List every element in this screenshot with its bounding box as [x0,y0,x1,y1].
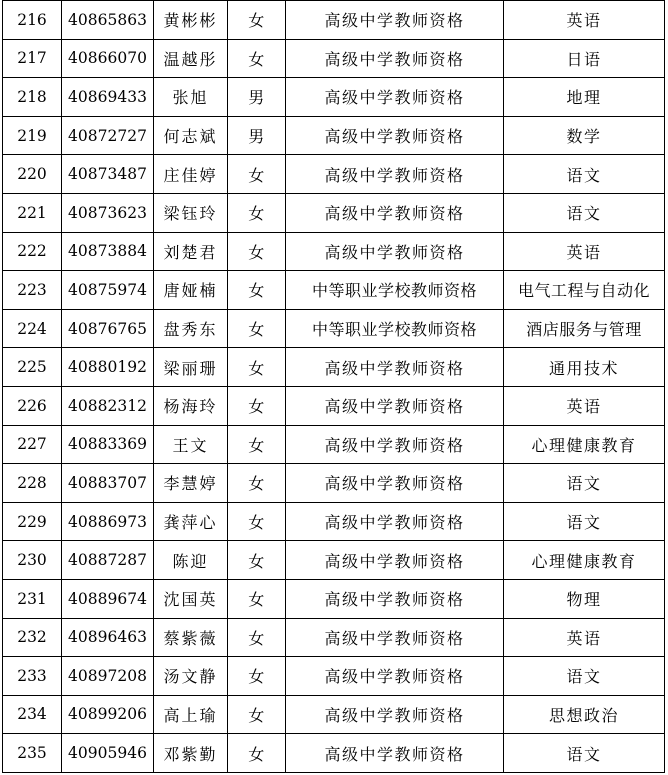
name-cell: 张旭 [154,78,228,117]
name-cell: 龚萍心 [154,502,228,541]
subject-cell: 语文 [504,502,665,541]
gender-cell: 女 [228,155,286,194]
row-number-cell: 229 [3,502,62,541]
table-row [3,116,665,155]
id-number-cell: 40875974 [62,271,154,310]
gender-cell: 女 [228,1,286,40]
subject-cell: 语文 [504,155,665,194]
name-cell: 邓紫勤 [154,734,228,773]
subject-cell: 语文 [504,734,665,773]
row-number-cell: 216 [3,1,62,40]
row-number-cell: 235 [3,734,62,773]
id-number-cell: 40887287 [62,541,154,580]
qualification-cell: 高级中学教师资格 [286,734,504,773]
row-number-cell: 233 [3,657,62,696]
table-row [3,348,665,387]
subject-cell: 通用技术 [504,348,665,387]
qualification-cell: 高级中学教师资格 [286,541,504,580]
name-cell: 盘秀东 [154,309,228,348]
row-number-cell: 224 [3,309,62,348]
qualification-cell: 高级中学教师资格 [286,348,504,387]
table-row [3,155,665,194]
table-body [3,1,665,773]
qualification-cell: 高级中学教师资格 [286,232,504,271]
gender-cell: 女 [228,657,286,696]
id-number-cell: 40889674 [62,579,154,618]
subject-cell: 英语 [504,1,665,40]
table-row [3,425,665,464]
row-number-cell: 231 [3,579,62,618]
name-cell: 唐娅楠 [154,271,228,310]
teacher-qualification-table [2,0,665,773]
name-cell: 高上瑜 [154,695,228,734]
row-number-cell: 221 [3,193,62,232]
gender-cell: 女 [228,502,286,541]
qualification-cell: 高级中学教师资格 [286,193,504,232]
row-number-cell: 226 [3,386,62,425]
name-cell: 杨海玲 [154,386,228,425]
row-number-cell: 220 [3,155,62,194]
subject-cell: 英语 [504,386,665,425]
table-row [3,502,665,541]
id-number-cell: 40873884 [62,232,154,271]
table-row [3,39,665,78]
gender-cell: 女 [228,193,286,232]
row-number-cell: 225 [3,348,62,387]
table-row [3,309,665,348]
table-row [3,386,665,425]
subject-cell: 语文 [504,193,665,232]
gender-cell: 女 [228,618,286,657]
id-number-cell: 40872727 [62,116,154,155]
table-row [3,657,665,696]
subject-cell: 语文 [504,464,665,503]
name-cell: 何志斌 [154,116,228,155]
id-number-cell: 40883369 [62,425,154,464]
gender-cell: 女 [228,271,286,310]
id-number-cell: 40865863 [62,1,154,40]
table-row [3,579,665,618]
subject-cell: 英语 [504,618,665,657]
gender-cell: 男 [228,116,286,155]
id-number-cell: 40869433 [62,78,154,117]
name-cell: 陈迎 [154,541,228,580]
row-number-cell: 223 [3,271,62,310]
id-number-cell: 40880192 [62,348,154,387]
subject-cell: 心理健康教育 [504,541,665,580]
qualification-cell: 高级中学教师资格 [286,657,504,696]
id-number-cell: 40886973 [62,502,154,541]
table-row [3,232,665,271]
subject-cell: 语文 [504,657,665,696]
name-cell: 李慧婷 [154,464,228,503]
id-number-cell: 40873487 [62,155,154,194]
id-number-cell: 40873623 [62,193,154,232]
gender-cell: 女 [228,232,286,271]
table-row [3,271,665,310]
gender-cell: 女 [228,541,286,580]
qualification-cell: 中等职业学校教师资格 [286,271,504,310]
qualification-cell: 高级中学教师资格 [286,618,504,657]
row-number-cell: 230 [3,541,62,580]
id-number-cell: 40876765 [62,309,154,348]
qualification-cell: 中等职业学校教师资格 [286,309,504,348]
document-page [2,0,664,773]
row-number-cell: 218 [3,78,62,117]
name-cell: 温越彤 [154,39,228,78]
gender-cell: 女 [228,695,286,734]
subject-cell: 物理 [504,579,665,618]
gender-cell: 女 [228,386,286,425]
qualification-cell: 高级中学教师资格 [286,425,504,464]
qualification-cell: 高级中学教师资格 [286,78,504,117]
gender-cell: 女 [228,348,286,387]
gender-cell: 女 [228,309,286,348]
qualification-cell: 高级中学教师资格 [286,386,504,425]
qualification-cell: 高级中学教师资格 [286,1,504,40]
id-number-cell: 40896463 [62,618,154,657]
table-row [3,695,665,734]
table-row [3,1,665,40]
table-row [3,541,665,580]
name-cell: 蔡紫薇 [154,618,228,657]
id-number-cell: 40897208 [62,657,154,696]
gender-cell: 女 [228,579,286,618]
gender-cell: 男 [228,78,286,117]
row-number-cell: 219 [3,116,62,155]
name-cell: 庄佳婷 [154,155,228,194]
subject-cell: 酒店服务与管理 [504,309,665,348]
table-row [3,734,665,773]
id-number-cell: 40882312 [62,386,154,425]
name-cell: 黄彬彬 [154,1,228,40]
gender-cell: 女 [228,464,286,503]
qualification-cell: 高级中学教师资格 [286,579,504,618]
row-number-cell: 228 [3,464,62,503]
name-cell: 梁钰玲 [154,193,228,232]
subject-cell: 电气工程与自动化 [504,271,665,310]
table-row [3,193,665,232]
qualification-cell: 高级中学教师资格 [286,502,504,541]
gender-cell: 女 [228,39,286,78]
qualification-cell: 高级中学教师资格 [286,464,504,503]
name-cell: 王文 [154,425,228,464]
subject-cell: 思想政治 [504,695,665,734]
row-number-cell: 232 [3,618,62,657]
row-number-cell: 227 [3,425,62,464]
table-row [3,464,665,503]
qualification-cell: 高级中学教师资格 [286,39,504,78]
table-row [3,78,665,117]
subject-cell: 地理 [504,78,665,117]
gender-cell: 女 [228,734,286,773]
row-number-cell: 234 [3,695,62,734]
table-row [3,618,665,657]
qualification-cell: 高级中学教师资格 [286,116,504,155]
name-cell: 刘楚君 [154,232,228,271]
row-number-cell: 217 [3,39,62,78]
row-number-cell: 222 [3,232,62,271]
name-cell: 沈国英 [154,579,228,618]
id-number-cell: 40905946 [62,734,154,773]
id-number-cell: 40866070 [62,39,154,78]
qualification-cell: 高级中学教师资格 [286,155,504,194]
subject-cell: 心理健康教育 [504,425,665,464]
qualification-cell: 高级中学教师资格 [286,695,504,734]
gender-cell: 女 [228,425,286,464]
id-number-cell: 40883707 [62,464,154,503]
name-cell: 梁丽珊 [154,348,228,387]
name-cell: 汤文静 [154,657,228,696]
subject-cell: 英语 [504,232,665,271]
subject-cell: 日语 [504,39,665,78]
subject-cell: 数学 [504,116,665,155]
id-number-cell: 40899206 [62,695,154,734]
